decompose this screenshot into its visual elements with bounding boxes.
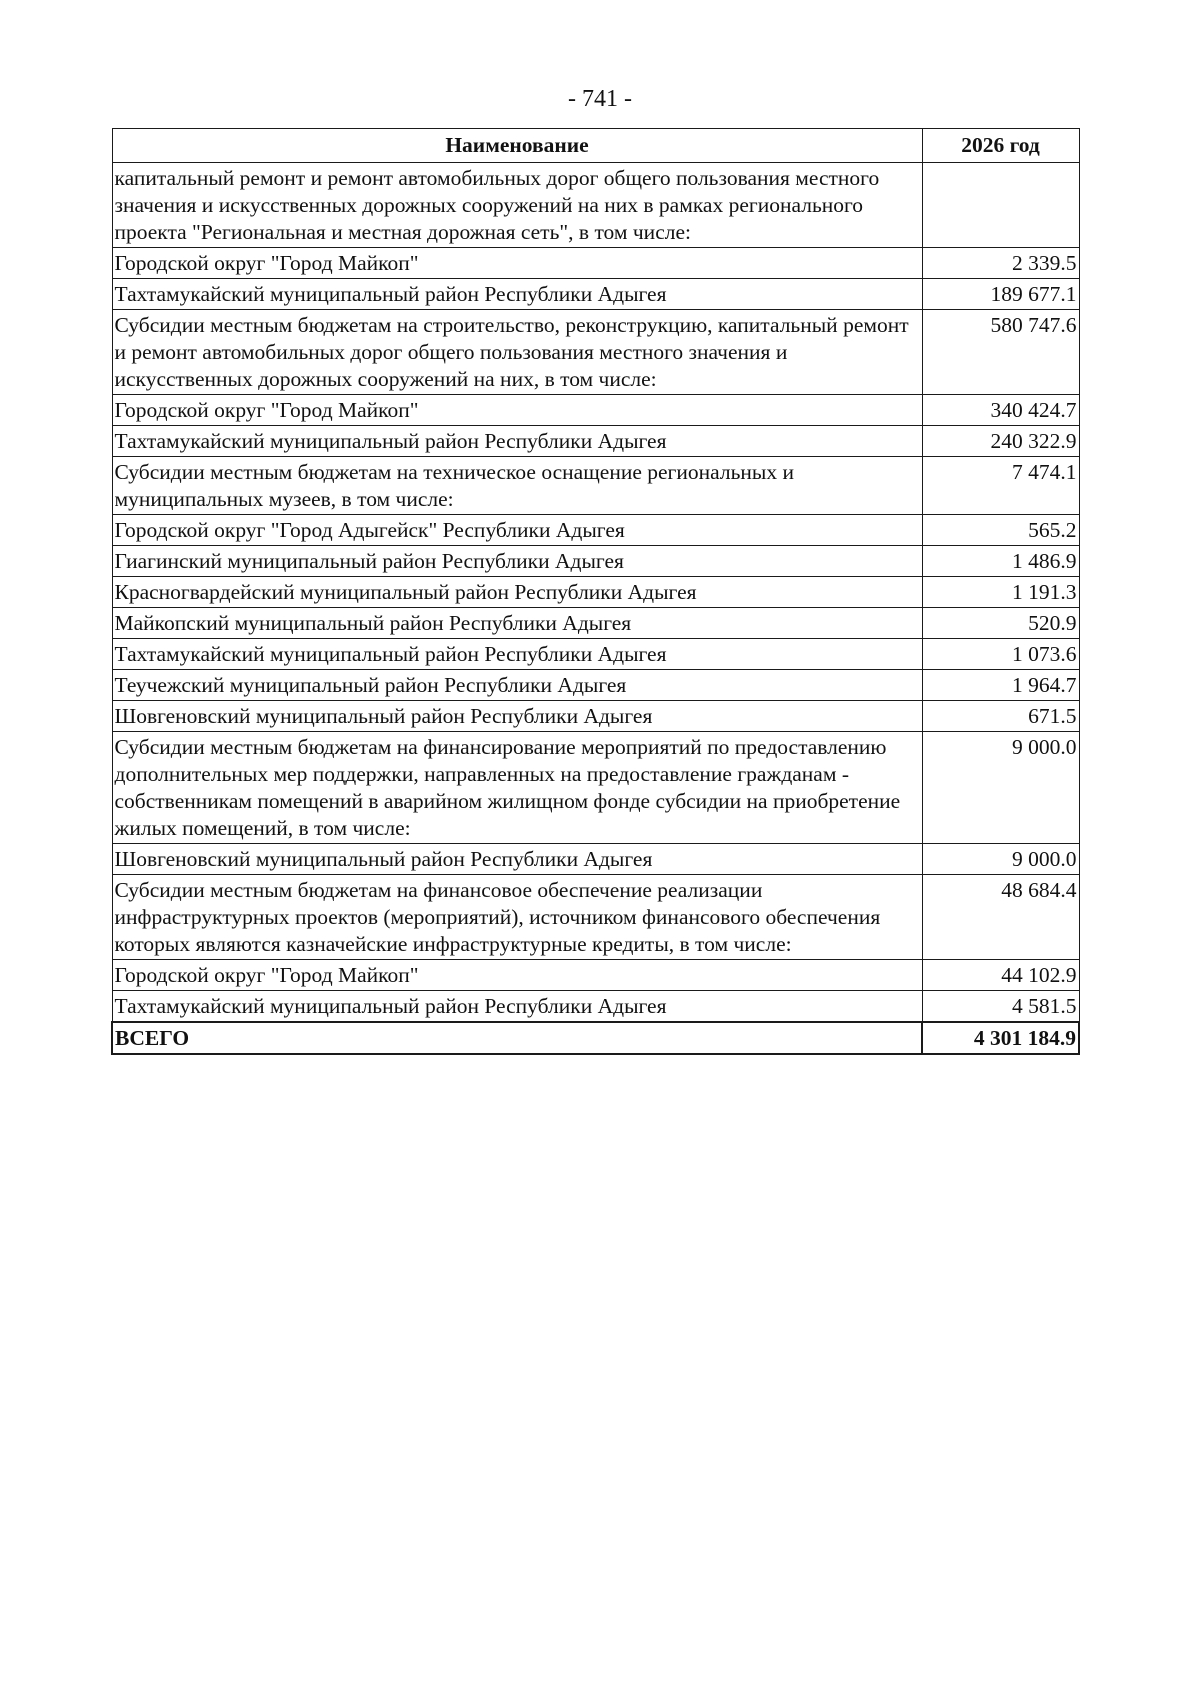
row-value: 7 474.1 xyxy=(922,457,1079,515)
table-row xyxy=(112,248,1079,279)
row-value: 1 073.6 xyxy=(922,639,1079,670)
row-name: Шовгеновский муниципальный район Республики Адыгея xyxy=(112,701,922,732)
row-value: 340 424.7 xyxy=(922,395,1079,426)
table-row xyxy=(112,701,1079,732)
row-name: Субсидии местным бюджетам на техническое оснащение региональных и муниципальных музеев, в том числе: xyxy=(112,457,922,515)
budget-table xyxy=(111,128,1080,1055)
row-value: 2 339.5 xyxy=(922,248,1079,279)
row-value: 9 000.0 xyxy=(922,732,1079,844)
row-name: Городской округ "Город Майкоп" xyxy=(112,960,922,991)
table-row xyxy=(112,515,1079,546)
table-row xyxy=(112,546,1079,577)
header-name: Наименование xyxy=(112,129,922,163)
row-name: Тахтамукайский муниципальный район Республики Адыгея xyxy=(112,426,922,457)
table-row xyxy=(112,844,1079,875)
row-name: Майкопский муниципальный район Республики Адыгея xyxy=(112,608,922,639)
table-row xyxy=(112,639,1079,670)
row-value: 9 000.0 xyxy=(922,844,1079,875)
row-value: 565.2 xyxy=(922,515,1079,546)
row-name: Субсидии местным бюджетам на финансирование мероприятий по предоставлению дополнительных мер поддержки, направленных на предоставление гражданам - собственникам помещений в аварийном жилищном фонде субсидии на приобретение жилых помещений, в том числе: xyxy=(112,732,922,844)
row-name: Гиагинский муниципальный район Республики Адыгея xyxy=(112,546,922,577)
row-value: 44 102.9 xyxy=(922,960,1079,991)
table-row xyxy=(112,875,1079,960)
row-name: Теучежский муниципальный район Республики Адыгея xyxy=(112,670,922,701)
total-label: ВСЕГО xyxy=(112,1022,922,1054)
table-row xyxy=(112,426,1079,457)
total-value: 4 301 184.9 xyxy=(922,1022,1079,1054)
table-row xyxy=(112,608,1079,639)
row-value: 1 191.3 xyxy=(922,577,1079,608)
table-row xyxy=(112,395,1079,426)
row-name: Тахтамукайский муниципальный район Республики Адыгея xyxy=(112,279,922,310)
row-name: Городской округ "Город Адыгейск" Республики Адыгея xyxy=(112,515,922,546)
table-row xyxy=(112,577,1079,608)
row-value: 189 677.1 xyxy=(922,279,1079,310)
total-row xyxy=(112,1022,1079,1054)
row-value: 48 684.4 xyxy=(922,875,1079,960)
row-name: Субсидии местным бюджетам на финансовое обеспечение реализации инфраструктурных проектов (мероприятий), источником финансового обеспечения которых являются казначейские инфраструктурные кредиты, в том числе: xyxy=(112,875,922,960)
table-header-row xyxy=(112,129,1079,163)
row-name: Субсидии местным бюджетам на строительство, реконструкцию, капитальный ремонт и ремонт автомобильных дорог общего пользования местного значения и искусственных дорожных сооружений на них, в том числе: xyxy=(112,310,922,395)
row-name: Тахтамукайский муниципальный район Республики Адыгея xyxy=(112,639,922,670)
table-row xyxy=(112,960,1079,991)
page-number: - 741 - xyxy=(568,86,632,112)
table-row xyxy=(112,279,1079,310)
table-row xyxy=(112,670,1079,701)
row-name: капитальный ремонт и ремонт автомобильных дорог общего пользования местного значения и искусственных дорожных сооружений на них в рамках регионального проекта "Региональная и местная дорожная сеть", в том числе: xyxy=(112,163,922,248)
row-value: 1 486.9 xyxy=(922,546,1079,577)
row-value: 580 747.6 xyxy=(922,310,1079,395)
row-value: 240 322.9 xyxy=(922,426,1079,457)
row-name: Шовгеновский муниципальный район Республики Адыгея xyxy=(112,844,922,875)
row-value xyxy=(922,163,1079,248)
row-value: 4 581.5 xyxy=(922,991,1079,1023)
table-row xyxy=(112,163,1079,248)
row-value: 1 964.7 xyxy=(922,670,1079,701)
table-row xyxy=(112,732,1079,844)
row-value: 520.9 xyxy=(922,608,1079,639)
row-name: Красногвардейский муниципальный район Республики Адыгея xyxy=(112,577,922,608)
header-year: 2026 год xyxy=(922,129,1079,163)
row-name: Городской округ "Город Майкоп" xyxy=(112,395,922,426)
table-row xyxy=(112,991,1079,1023)
table-row xyxy=(112,457,1079,515)
row-name: Городской округ "Город Майкоп" xyxy=(112,248,922,279)
row-name: Тахтамукайский муниципальный район Республики Адыгея xyxy=(112,991,922,1023)
table-row xyxy=(112,310,1079,395)
row-value: 671.5 xyxy=(922,701,1079,732)
